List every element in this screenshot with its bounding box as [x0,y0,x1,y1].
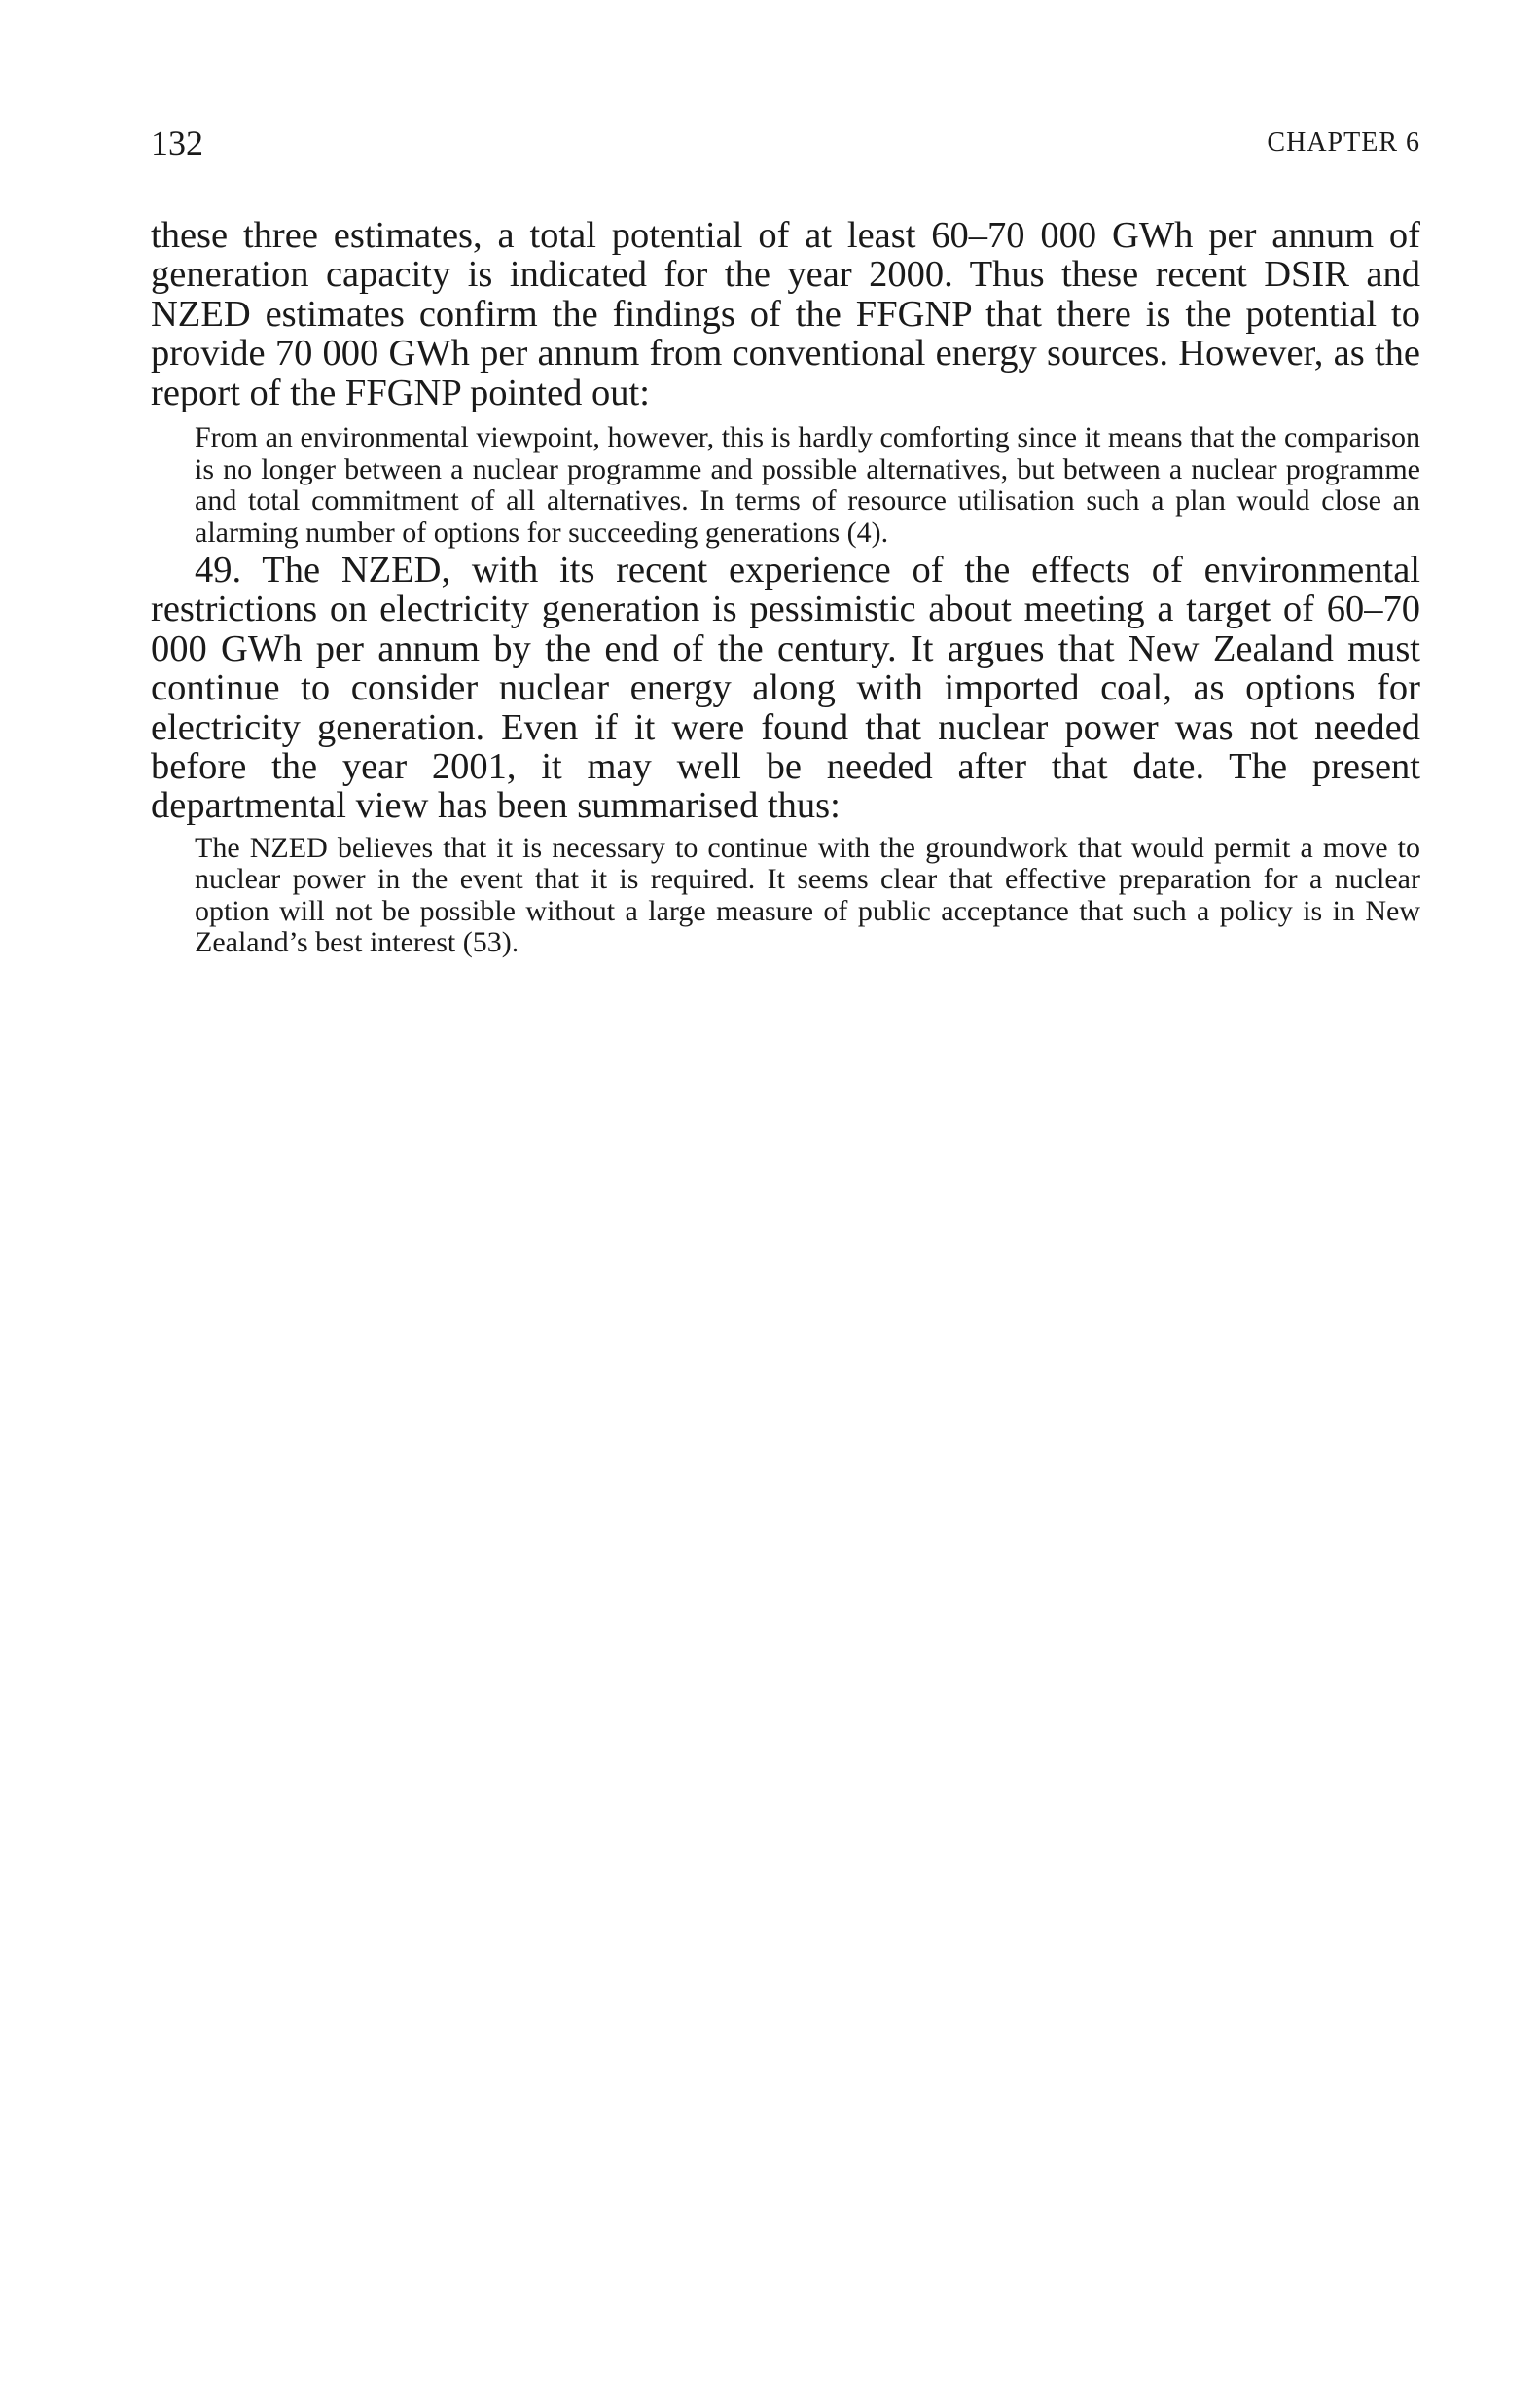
block-quote-ffgnp: From an environmental viewpoint, however, this is hardly comforting since it means that the comparison is no longer between a nuclear programme and possible alternatives, but between a nuclear programme and total commitment of all alternatives. In terms of resource utilisation such a plan would close an alarming number of options for succeeding generations (4). [195,421,1420,549]
page-number: 132 [151,124,203,162]
running-head [151,119,1420,167]
chapter-label: CHAPTER 6 [1267,127,1420,158]
block-quote-nzed: The NZED believes that it is necessary to continue with the groundwork that would permit a move to nuclear power in the event that it is required. It seems clear that effective preparation for a nuclear option will not be possible without a large measure of public acceptance that such a policy is in New Zealand’s best interest (53). [195,831,1420,959]
paragraph-49: 49. The NZED, with its recent experience of the effects of environmental restrictions on electricity generation is pessimistic about meeting a target of 60–70 000 GWh per annum by the end of the century. It argues that New Zealand must continue to consider nuclear energy along with imported coal, as options for electricity generation. Even if it were found that nuclear power was not needed before the year 2001, it may well be needed after that date. The present departmental view has been summarised thus: [151,550,1420,827]
paragraph-continued: these three estimates, a total potential of at least 60–70 000 GWh per annum of generation capacity is indicated for the year 2000. Thus these recent DSIR and NZED estimates confirm the findings of the FFGNP that there is the potential to provide 70 000 GWh per annum from conventional energy sources. However, as the report of the FFGNP pointed out: [151,215,1420,413]
body-text [151,216,1420,959]
